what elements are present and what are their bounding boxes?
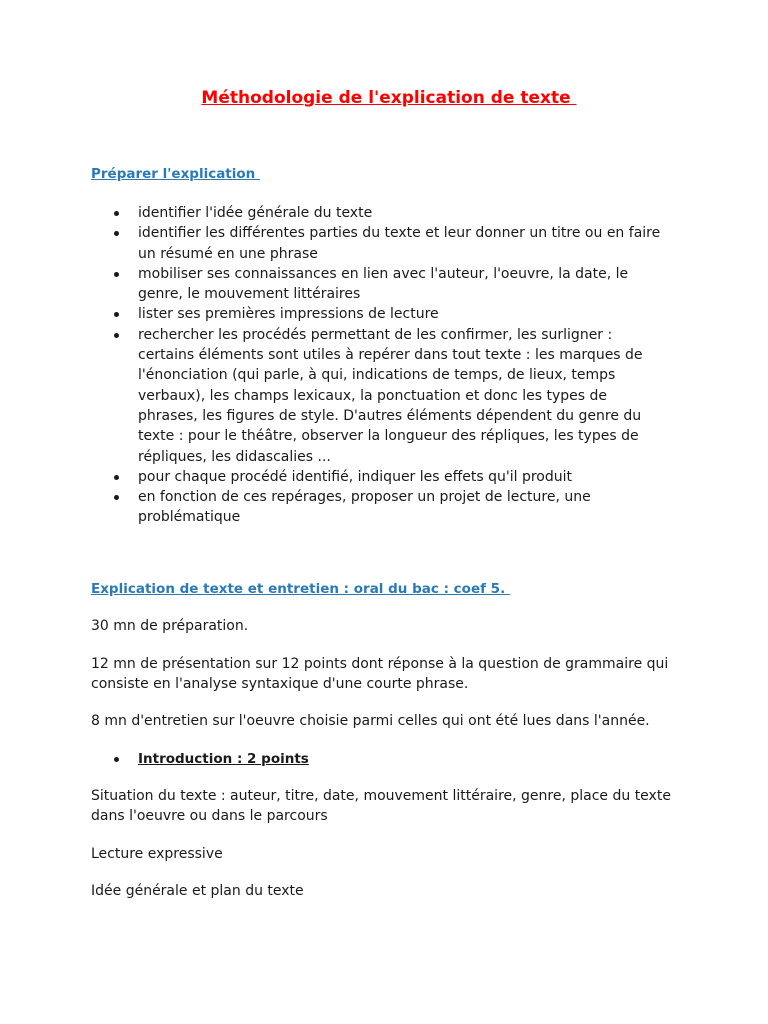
paragraph-entretien: 8 mn d'entretien sur l'oeuvre choisie parmi celles qui ont été lues dans l'année.	[91, 713, 650, 729]
introduction-heading: Introduction : 2 points	[138, 751, 309, 767]
page-title: Méthodologie de l'explication de texte	[201, 88, 577, 108]
list-item-text: pour chaque procédé identifié, indiquer les effets qu'il produit	[138, 468, 572, 485]
list-item-text: mobiliser ses connaissances en lien avec l'auteur, l'oeuvre, la date, le genre, le mouvement littéraires	[138, 265, 629, 303]
list-item-introduction	[91, 749, 309, 769]
bullet-icon	[114, 757, 119, 762]
list-item-text: rechercher les procédés permettant de les confirmer, les surligner : certains éléments sont utiles à repérer dans tout texte : les marques de l'énonciation (qui parle, à qui, indications de temps, de lieux, temps verbaux), les champs lexicaux, la ponctuation et donc les types de phrases, les figures de style. D'autres éléments dépendent du genre du texte : pour le théâtre, observer la longueur des répliques, les types de répliques, les didascalies ...	[138, 326, 643, 465]
paragraph-preparation-time: 30 mn de préparation.	[91, 618, 249, 634]
list-item	[91, 223, 671, 264]
paragraph-presentation: 12 mn de présentation sur 12 points dont réponse à la question de grammaire qui consiste en l'analyse syntaxique d'une courte phrase.	[91, 656, 669, 693]
paragraph-situation: Situation du texte : auteur, titre, date, mouvement littéraire, genre, place du texte dans l'oeuvre ou dans le parcours	[91, 788, 671, 825]
list-item	[91, 304, 671, 324]
paragraph-lecture: Lecture expressive	[91, 846, 223, 862]
list-item	[91, 203, 671, 223]
list-item	[91, 325, 671, 467]
paragraph-plan: Idée générale et plan du texte	[91, 883, 304, 899]
section-heading-oral: Explication de texte et entretien : oral du bac : coef 5.	[91, 581, 510, 597]
section-heading-preparer: Préparer l'explication	[91, 166, 260, 182]
bullet-icon	[114, 495, 119, 500]
bullet-icon	[114, 231, 119, 236]
bullet-icon	[114, 272, 119, 277]
bullet-icon	[114, 211, 119, 216]
bullet-icon	[114, 312, 119, 317]
bullet-icon	[114, 475, 119, 480]
preparation-list	[91, 203, 671, 528]
list-item-text: lister ses premières impressions de lecture	[138, 306, 439, 323]
list-item-text: en fonction de ces repérages, proposer un projet de lecture, une problématique	[138, 489, 591, 526]
list-item	[91, 264, 671, 305]
list-item-text: identifier les différentes parties du texte et leur donner un titre ou en faire un résumé en une phrase	[138, 225, 661, 262]
list-item	[91, 487, 671, 528]
list-item	[91, 467, 671, 487]
list-item-text: identifier l'idée générale du texte	[138, 205, 373, 221]
bullet-icon	[114, 333, 119, 338]
